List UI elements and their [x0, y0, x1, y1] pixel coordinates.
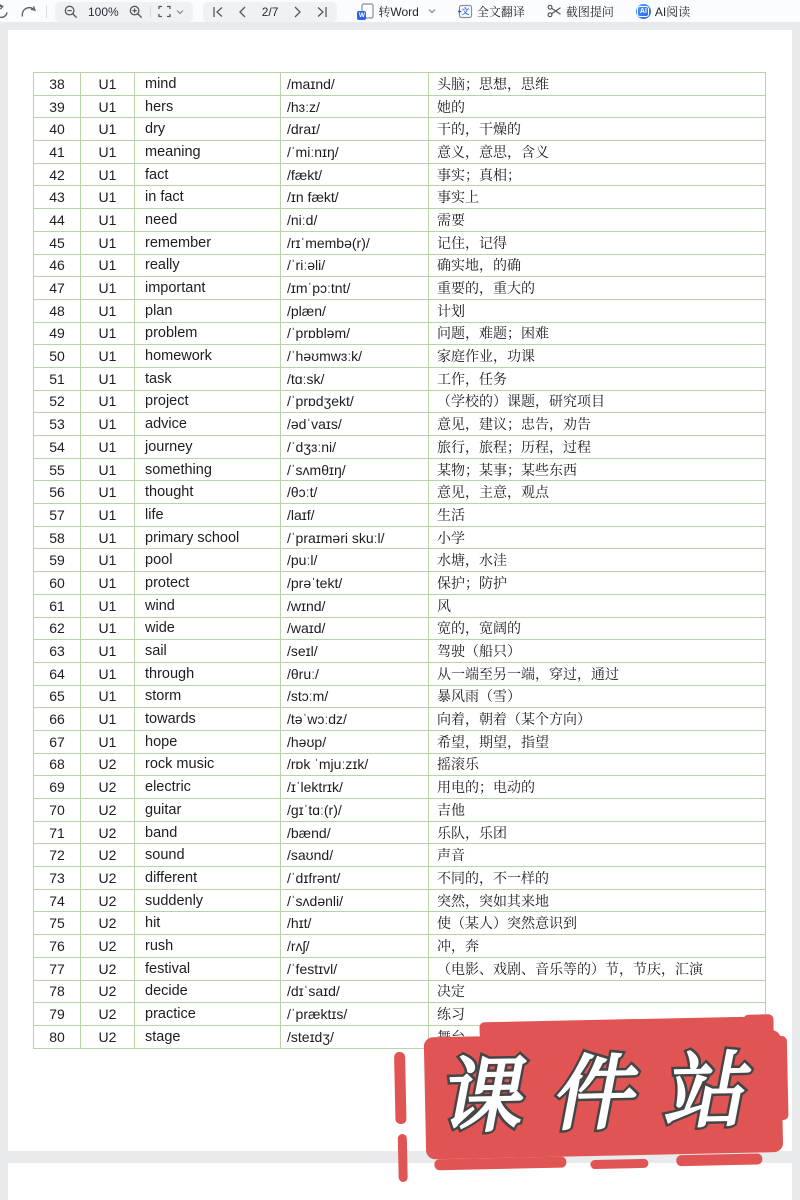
word-cell: sound — [135, 844, 281, 867]
translate-icon: 文 — [458, 4, 473, 19]
table-row — [34, 549, 766, 572]
unit-cell: U1 — [81, 345, 135, 368]
word-cell: guitar — [135, 799, 281, 822]
ai-read-label: AI阅读 — [654, 4, 691, 19]
word-cell: problem — [135, 322, 281, 345]
unit-cell: U2 — [81, 957, 135, 980]
table-row — [34, 957, 766, 980]
word-cell: dry — [135, 118, 281, 141]
word-cell: festival — [135, 957, 281, 980]
word-cell: sail — [135, 640, 281, 663]
zoom-in-icon[interactable] — [129, 5, 143, 19]
page-indicator[interactable]: 2/7 — [261, 4, 279, 19]
row-number-cell: 54 — [34, 436, 81, 459]
phonetic-cell: /ɪmˈpɔːtnt/ — [281, 277, 429, 300]
word-cell: remember — [135, 231, 281, 254]
phonetic-cell: /ˈsʌdənli/ — [281, 889, 429, 912]
table-row — [34, 141, 766, 164]
phonetic-cell: /saʊnd/ — [281, 844, 429, 867]
row-number-cell: 63 — [34, 640, 81, 663]
row-number-cell: 65 — [34, 685, 81, 708]
word-cell: in fact — [135, 186, 281, 209]
stamp-body — [424, 1030, 790, 1159]
word-cell: pool — [135, 549, 281, 572]
meaning-cell: 事实上 — [429, 186, 766, 209]
ai-badge-icon: AI — [636, 4, 651, 19]
meaning-cell: 意见，主意，观点 — [429, 481, 766, 504]
row-number-cell: 61 — [34, 594, 81, 617]
meaning-cell: 记住，记得 — [429, 231, 766, 254]
table-row — [34, 640, 766, 663]
unit-cell: U1 — [81, 708, 135, 731]
word-cell: advice — [135, 413, 281, 436]
table-row — [34, 299, 766, 322]
table-row — [34, 209, 766, 232]
table-row — [34, 935, 766, 958]
phonetic-cell: /ˈmiːnɪŋ/ — [281, 141, 429, 164]
table-row — [34, 708, 766, 731]
stamp-smudge — [398, 1134, 408, 1182]
row-number-cell: 57 — [34, 504, 81, 527]
word-cell: journey — [135, 436, 281, 459]
row-number-cell: 76 — [34, 935, 81, 958]
unit-cell: U1 — [81, 73, 135, 96]
word-cell: hope — [135, 730, 281, 753]
table-row — [34, 526, 766, 549]
unit-cell: U1 — [81, 504, 135, 527]
phonetic-cell: /plæn/ — [281, 299, 429, 322]
table-row — [34, 231, 766, 254]
phonetic-cell: /wɪnd/ — [281, 594, 429, 617]
word-cell: fact — [135, 163, 281, 186]
word-cell: project — [135, 390, 281, 413]
unit-cell: U2 — [81, 889, 135, 912]
unit-cell: U1 — [81, 118, 135, 141]
unit-cell: U1 — [81, 594, 135, 617]
table-row — [34, 322, 766, 345]
phonetic-cell: /puːl/ — [281, 549, 429, 572]
stamp-smudge — [394, 1052, 407, 1124]
meaning-cell: 使（某人）突然意识到 — [429, 912, 766, 935]
meaning-cell: 声音 — [429, 844, 766, 867]
phonetic-cell: /bænd/ — [281, 821, 429, 844]
row-number-cell: 68 — [34, 753, 81, 776]
meaning-cell: 保护；防护 — [429, 572, 766, 595]
row-number-cell: 43 — [34, 186, 81, 209]
meaning-cell: 乐队，乐团 — [429, 821, 766, 844]
unit-cell: U2 — [81, 935, 135, 958]
table-row — [34, 572, 766, 595]
meaning-cell: 用电的；电动的 — [429, 776, 766, 799]
row-number-cell: 71 — [34, 821, 81, 844]
row-number-cell: 53 — [34, 413, 81, 436]
phonetic-cell: /seɪl/ — [281, 640, 429, 663]
screenshot-question-label: 截图提问 — [565, 4, 614, 19]
unit-cell: U1 — [81, 481, 135, 504]
word-cell: homework — [135, 345, 281, 368]
row-number-cell: 69 — [34, 776, 81, 799]
row-number-cell: 78 — [34, 980, 81, 1003]
meaning-cell: 决定 — [429, 980, 766, 1003]
phonetic-cell: /təˈwɔːdz/ — [281, 708, 429, 731]
unit-cell: U1 — [81, 572, 135, 595]
row-number-cell: 70 — [34, 799, 81, 822]
scissors-icon — [547, 4, 562, 18]
word-doc-icon: W — [359, 3, 374, 19]
row-number-cell: 79 — [34, 1003, 81, 1026]
word-cell: different — [135, 867, 281, 890]
word-cell: electric — [135, 776, 281, 799]
phonetic-cell: /hɜːz/ — [281, 95, 429, 118]
unit-cell: U2 — [81, 776, 135, 799]
full-text-translate-button[interactable] — [458, 3, 525, 20]
meaning-cell: 小学 — [429, 526, 766, 549]
phonetic-cell: /laɪf/ — [281, 504, 429, 527]
unit-cell: U1 — [81, 322, 135, 345]
meaning-cell: 生活 — [429, 504, 766, 527]
table-row — [34, 799, 766, 822]
row-number-cell: 62 — [34, 617, 81, 640]
row-number-cell: 64 — [34, 662, 81, 685]
table-row — [34, 980, 766, 1003]
unit-cell: U1 — [81, 549, 135, 572]
unit-cell: U2 — [81, 912, 135, 935]
stamp-text: 课件站 — [435, 1044, 790, 1144]
word-cell: stage — [135, 1025, 281, 1048]
meaning-cell: 风 — [429, 594, 766, 617]
unit-cell: U1 — [81, 209, 135, 232]
phonetic-cell: /dɪˈsaɪd/ — [281, 980, 429, 1003]
phonetic-cell: /rʌʃ/ — [281, 935, 429, 958]
meaning-cell: 暴风雨（雪） — [429, 685, 766, 708]
unit-cell: U1 — [81, 640, 135, 663]
table-row — [34, 458, 766, 481]
row-number-cell: 41 — [34, 141, 81, 164]
meaning-cell: 需要 — [429, 209, 766, 232]
ai-read-button[interactable] — [636, 3, 690, 20]
meaning-cell: 某物；某事；某些东西 — [429, 458, 766, 481]
phonetic-cell: /ɪˈlektrɪk/ — [281, 776, 429, 799]
table-row — [34, 753, 766, 776]
meaning-cell: 计划 — [429, 299, 766, 322]
unit-cell: U2 — [81, 1003, 135, 1026]
row-number-cell: 49 — [34, 322, 81, 345]
table-row — [34, 594, 766, 617]
phonetic-cell: /prəˈtekt/ — [281, 572, 429, 595]
table-row — [34, 277, 766, 300]
unit-cell: U1 — [81, 730, 135, 753]
table-row — [34, 685, 766, 708]
meaning-cell: 工作，任务 — [429, 367, 766, 390]
unit-cell: U1 — [81, 617, 135, 640]
phonetic-cell: /tɑːsk/ — [281, 367, 429, 390]
row-number-cell: 80 — [34, 1025, 81, 1048]
unit-cell: U1 — [81, 231, 135, 254]
word-cell: wide — [135, 617, 281, 640]
unit-cell: U1 — [81, 141, 135, 164]
meaning-cell: 她的 — [429, 95, 766, 118]
phonetic-cell: /həʊp/ — [281, 730, 429, 753]
meaning-cell: 向着，朝着（某个方向） — [429, 708, 766, 731]
word-cell: storm — [135, 685, 281, 708]
phonetic-cell: /draɪ/ — [281, 118, 429, 141]
table-row — [34, 163, 766, 186]
table-row — [34, 662, 766, 685]
word-cell: life — [135, 504, 281, 527]
unit-cell: U1 — [81, 413, 135, 436]
phonetic-cell: /ˈpræktɪs/ — [281, 1003, 429, 1026]
word-cell: practice — [135, 1003, 281, 1026]
meaning-cell: 驾驶（船只） — [429, 640, 766, 663]
word-cell: protect — [135, 572, 281, 595]
meaning-cell: 突然，突如其来地 — [429, 889, 766, 912]
phonetic-cell: /ˈpraɪməri skuːl/ — [281, 526, 429, 549]
row-number-cell: 77 — [34, 957, 81, 980]
word-cell: meaning — [135, 141, 281, 164]
table-row — [34, 254, 766, 277]
row-number-cell: 67 — [34, 730, 81, 753]
phonetic-cell: /ˈprɒdʒekt/ — [281, 390, 429, 413]
undo-icon[interactable] — [0, 4, 8, 19]
phonetic-cell: /waɪd/ — [281, 617, 429, 640]
unit-cell: U1 — [81, 436, 135, 459]
vocab-table-body — [34, 73, 766, 1049]
table-row — [34, 436, 766, 459]
full-text-translate-label: 全文翻译 — [476, 4, 525, 19]
phonetic-cell: /θɔːt/ — [281, 481, 429, 504]
meaning-cell: 水塘，水洼 — [429, 549, 766, 572]
word-cell: hers — [135, 95, 281, 118]
word-cell: hit — [135, 912, 281, 935]
table-row — [34, 95, 766, 118]
word-cell: really — [135, 254, 281, 277]
convert-to-word-label: 转Word — [378, 4, 419, 19]
unit-cell: U1 — [81, 367, 135, 390]
unit-cell: U1 — [81, 186, 135, 209]
table-row — [34, 617, 766, 640]
phonetic-cell: /ˈhəʊmwɜːk/ — [281, 345, 429, 368]
meaning-cell: 摇滚乐 — [429, 753, 766, 776]
row-number-cell: 40 — [34, 118, 81, 141]
phonetic-cell: /ˈdɪfrənt/ — [281, 867, 429, 890]
table-row — [34, 867, 766, 890]
word-cell: mind — [135, 73, 281, 96]
table-row — [34, 776, 766, 799]
word-cell: suddenly — [135, 889, 281, 912]
phonetic-cell: /fækt/ — [281, 163, 429, 186]
meaning-cell: （学校的）课题，研究项目 — [429, 390, 766, 413]
unit-cell: U2 — [81, 844, 135, 867]
phonetic-cell: /rɒk ˈmjuːzɪk/ — [281, 753, 429, 776]
row-number-cell: 74 — [34, 889, 81, 912]
row-number-cell: 48 — [34, 299, 81, 322]
meaning-cell: 意义，意思，含义 — [429, 141, 766, 164]
row-number-cell: 72 — [34, 844, 81, 867]
unit-cell: U1 — [81, 685, 135, 708]
table-row — [34, 889, 766, 912]
meaning-cell: 练习 — [429, 1003, 766, 1026]
row-number-cell: 51 — [34, 367, 81, 390]
phonetic-cell: /ˈfestɪvl/ — [281, 957, 429, 980]
word-cell: rush — [135, 935, 281, 958]
row-number-cell: 45 — [34, 231, 81, 254]
phonetic-cell: /rɪˈmembə(r)/ — [281, 231, 429, 254]
unit-cell: U2 — [81, 753, 135, 776]
unit-cell: U1 — [81, 662, 135, 685]
unit-cell: U1 — [81, 299, 135, 322]
word-cell: task — [135, 367, 281, 390]
table-row — [34, 118, 766, 141]
meaning-cell: 头脑；思想，思维 — [429, 73, 766, 96]
row-number-cell: 42 — [34, 163, 81, 186]
unit-cell: U1 — [81, 458, 135, 481]
unit-cell: U2 — [81, 867, 135, 890]
toolbar-divider — [46, 5, 47, 18]
phonetic-cell: /θruː/ — [281, 662, 429, 685]
unit-cell: U1 — [81, 95, 135, 118]
meaning-cell: 宽的，宽阔的 — [429, 617, 766, 640]
phonetic-cell: /ˈsʌmθɪŋ/ — [281, 458, 429, 481]
toolbar — [0, 0, 800, 22]
last-page-icon[interactable] — [316, 6, 328, 18]
unit-cell: U2 — [81, 980, 135, 1003]
page-navigation — [203, 2, 338, 22]
phonetic-cell: /hɪt/ — [281, 912, 429, 935]
word-cell: through — [135, 662, 281, 685]
unit-cell: U2 — [81, 821, 135, 844]
meaning-cell: 重要的，重大的 — [429, 277, 766, 300]
table-row — [34, 186, 766, 209]
row-number-cell: 47 — [34, 277, 81, 300]
row-number-cell: 46 — [34, 254, 81, 277]
unit-cell: U1 — [81, 254, 135, 277]
meaning-cell: 旅行，旅程；历程，过程 — [429, 436, 766, 459]
unit-cell: U1 — [81, 277, 135, 300]
row-number-cell: 75 — [34, 912, 81, 935]
row-number-cell: 50 — [34, 345, 81, 368]
phonetic-cell: /stɔːm/ — [281, 685, 429, 708]
row-number-cell: 56 — [34, 481, 81, 504]
phonetic-cell: /ˈdʒɜːni/ — [281, 436, 429, 459]
table-row — [34, 844, 766, 867]
word-cell: something — [135, 458, 281, 481]
table-row — [34, 345, 766, 368]
meaning-cell: 吉他 — [429, 799, 766, 822]
fit-page-icon[interactable] — [158, 5, 171, 18]
table-row — [34, 413, 766, 436]
table-row — [34, 504, 766, 527]
prev-page-icon[interactable] — [238, 6, 246, 18]
convert-to-word-button[interactable] — [359, 3, 435, 20]
watermark-stamp — [391, 1014, 791, 1180]
unit-cell: U1 — [81, 390, 135, 413]
word-cell: towards — [135, 708, 281, 731]
word-cell: plan — [135, 299, 281, 322]
word-cell: rock music — [135, 753, 281, 776]
unit-cell: U2 — [81, 1025, 135, 1048]
meaning-cell: 从一端至另一端，穿过，通过 — [429, 662, 766, 685]
row-number-cell: 73 — [34, 867, 81, 890]
table-row — [34, 912, 766, 935]
meaning-cell: 不同的，不一样的 — [429, 867, 766, 890]
phonetic-cell: /ədˈvaɪs/ — [281, 413, 429, 436]
first-page-icon[interactable] — [212, 6, 224, 18]
zoom-controls — [55, 2, 193, 22]
table-row — [34, 481, 766, 504]
next-page-icon[interactable] — [294, 6, 302, 18]
word-cell: thought — [135, 481, 281, 504]
meaning-cell: 问题，难题；困难 — [429, 322, 766, 345]
word-options-chevron-icon[interactable] — [428, 8, 436, 14]
meaning-cell: 希望，期望，指望 — [429, 730, 766, 753]
table-row — [34, 821, 766, 844]
unit-cell: U2 — [81, 799, 135, 822]
meaning-cell: 事实；真相； — [429, 163, 766, 186]
word-cell: wind — [135, 594, 281, 617]
row-number-cell: 38 — [34, 73, 81, 96]
phonetic-cell: /maɪnd/ — [281, 73, 429, 96]
stamp-smudge — [590, 1159, 648, 1169]
word-cell: decide — [135, 980, 281, 1003]
row-number-cell: 44 — [34, 209, 81, 232]
table-row — [34, 73, 766, 96]
meaning-cell: 冲，奔 — [429, 935, 766, 958]
fit-options-chevron-icon[interactable] — [176, 9, 184, 15]
table-row — [34, 390, 766, 413]
phonetic-cell: /ˈriːəli/ — [281, 254, 429, 277]
row-number-cell: 39 — [34, 95, 81, 118]
table-row — [34, 730, 766, 753]
document-page — [8, 30, 792, 1151]
phonetic-cell: /steɪdʒ/ — [281, 1025, 429, 1048]
meaning-cell: （电影、戏剧、音乐等的）节，节庆，汇演 — [429, 957, 766, 980]
unit-cell: U1 — [81, 526, 135, 549]
phonetic-cell: /gɪˈtɑː(r)/ — [281, 799, 429, 822]
table-row — [34, 367, 766, 390]
row-number-cell: 55 — [34, 458, 81, 481]
meaning-cell: 家庭作业，功课 — [429, 345, 766, 368]
screenshot-question-button[interactable] — [547, 3, 614, 20]
phonetic-cell: /ɪn fækt/ — [281, 186, 429, 209]
meaning-cell: 意见，建议；忠告，劝告 — [429, 413, 766, 436]
redo-icon[interactable] — [20, 5, 38, 18]
phonetic-cell: /ˈprɒbləm/ — [281, 322, 429, 345]
phonetic-cell: /niːd/ — [281, 209, 429, 232]
unit-cell: U1 — [81, 163, 135, 186]
row-number-cell: 58 — [34, 526, 81, 549]
zoom-level-value[interactable]: 100% — [88, 4, 119, 19]
row-number-cell: 66 — [34, 708, 81, 731]
vocab-table — [33, 72, 766, 1049]
meaning-cell: 确实地，的确 — [429, 254, 766, 277]
row-number-cell: 52 — [34, 390, 81, 413]
meaning-cell: 干的，干燥的 — [429, 118, 766, 141]
stamp-smudge — [676, 1153, 762, 1166]
zoom-out-icon[interactable] — [64, 5, 78, 19]
word-cell: band — [135, 821, 281, 844]
word-cell: need — [135, 209, 281, 232]
row-number-cell: 60 — [34, 572, 81, 595]
row-number-cell: 59 — [34, 549, 81, 572]
word-cell: important — [135, 277, 281, 300]
word-cell: primary school — [135, 526, 281, 549]
